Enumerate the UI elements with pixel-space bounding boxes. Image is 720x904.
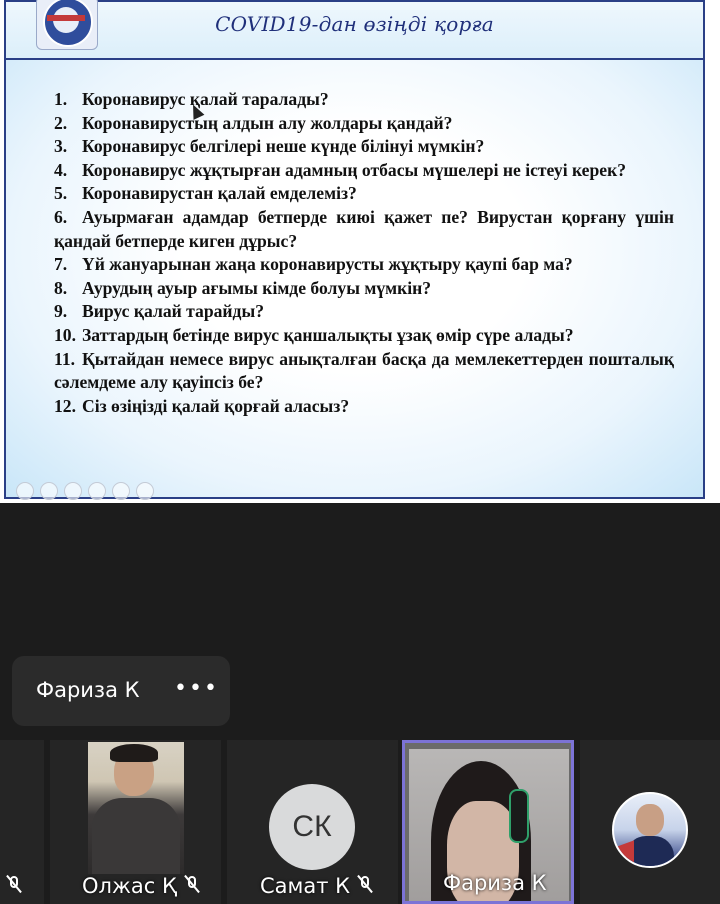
slide-title: COVID19-дан өзіңді қорға [215,12,494,36]
list-item: 11. Қытайдан немесе вирус анықталған басқа да мемлекеттерден пошталық сәлемдеме алу қауіпсіз бе? [54,348,674,393]
nav-more-icon[interactable] [136,482,154,500]
list-item: 5. Коронавирустан қалай емделеміз? [54,183,357,204]
slide-content [4,0,705,499]
nav-prev-icon[interactable] [16,482,34,500]
list-item: 8. Аурудың ауыр ағымы кімде болуы мүмкін? [54,277,432,298]
list-item: 4. Коронавирус жұқтырған адамның отбасы мүшелері не істеуі керек? [54,159,627,180]
nav-zoom-icon[interactable] [88,482,106,500]
more-icon[interactable]: ••• [174,676,219,701]
participant-tile[interactable] [580,740,720,904]
participant-name: Самат К [260,874,351,898]
avatar [612,792,688,868]
video-feed [88,742,184,874]
slide-navigation[interactable] [16,482,154,500]
participant-name: Олжас Қ [82,874,177,898]
list-item: 2. Коронавирустың алдын алу жолдары қандай? [54,112,453,133]
presenter-label[interactable] [12,656,230,726]
nav-pen-icon[interactable] [64,482,82,500]
list-item: 9. Вирус қалай тарайды? [54,301,264,322]
list-item: 12. Сіз өзіңізді қалай қорғай аласыз? [54,395,350,416]
participant-name: Фариза К [443,871,547,895]
mic-muted-icon [6,875,22,895]
question-list [54,88,674,418]
participant-tile-samat[interactable] [227,740,398,904]
nav-next-icon[interactable] [40,482,58,500]
participant-tile-fariza[interactable] [402,740,574,904]
mic-muted-icon [184,875,200,895]
participant-tile-olzhas[interactable] [50,740,221,904]
list-item: 6. Ауырмаған адамдар бетперде киюі қажет пе? Вирустан қорғану үшін қандай бетперде киген дұрыс? [54,206,674,251]
nav-grid-icon[interactable] [112,482,130,500]
list-item: 7. Үй жануарынан жаңа коронавирусты жұқтыру қаупі бар ма? [54,254,573,275]
presenter-name: Фариза К [36,678,140,702]
slide-header [6,2,703,60]
avatar: СК [269,784,355,870]
list-item: 1. Коронавирус қалай таралады? [54,89,329,109]
mic-muted-icon [357,875,373,895]
list-item: 10. Заттардың бетінде вирус қаншалықты ұзақ өмір сүре алады? [54,324,574,345]
participant-tile[interactable] [0,740,44,904]
list-item: 3. Коронавирус белгілері неше күнде білінуі мүмкін? [54,136,485,157]
